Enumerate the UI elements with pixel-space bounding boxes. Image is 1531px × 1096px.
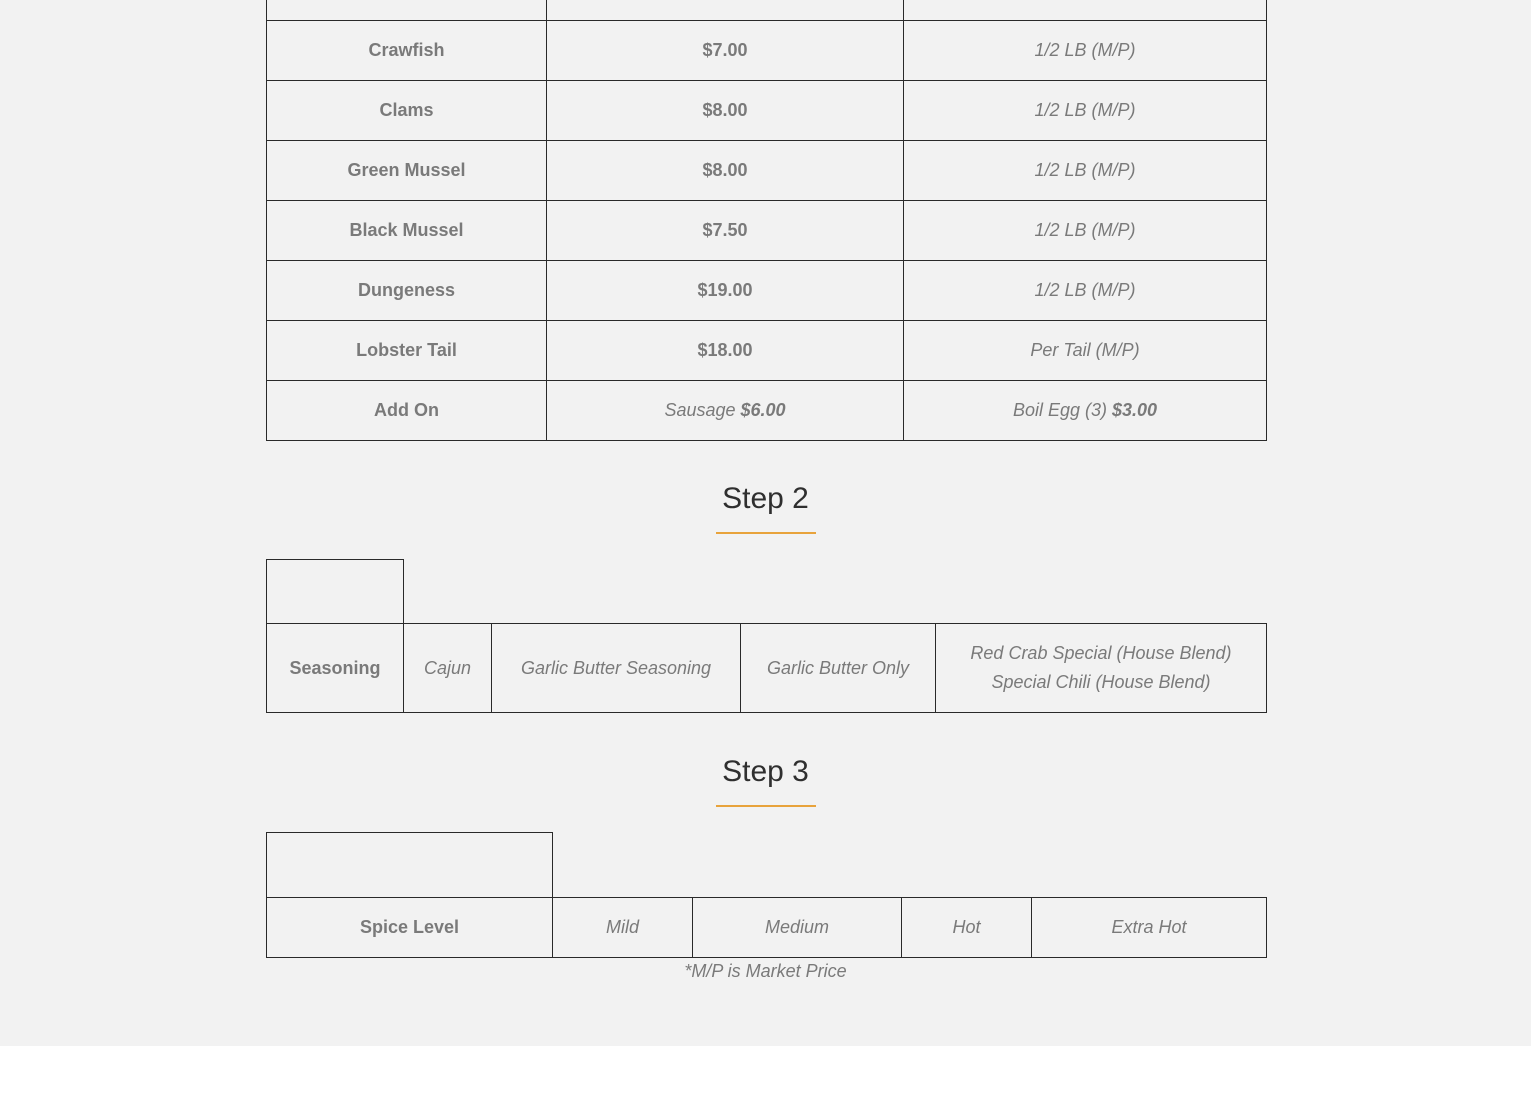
- step3-heading: Step 3: [722, 755, 809, 788]
- addon-sausage-name: Sausage: [664, 400, 736, 420]
- spice-option: Extra Hot: [1032, 898, 1267, 958]
- table-row: [267, 201, 1267, 261]
- table-row: [267, 261, 1267, 321]
- seasoning-table: [266, 559, 1267, 713]
- spice-option: Hot: [902, 898, 1032, 958]
- item-name: Black Mussel: [267, 201, 547, 261]
- item-price: $18.00: [547, 321, 904, 381]
- item-unit: 1/2 LB (M/P): [904, 141, 1267, 201]
- item-price: $8.00: [547, 81, 904, 141]
- table-row: [267, 141, 1267, 201]
- item-price: $8.00: [547, 141, 904, 201]
- table-row: [267, 321, 1267, 381]
- addon-egg: [904, 381, 1267, 441]
- item-unit: 1/2 LB (M/P): [904, 21, 1267, 81]
- blank-space: [404, 560, 1267, 624]
- item-unit: [904, 0, 1267, 21]
- spice-level-table: [266, 832, 1267, 958]
- table-row: [267, 0, 1267, 21]
- spice-label: Spice Level: [267, 898, 553, 958]
- item-price: $19.00: [547, 261, 904, 321]
- market-price-footnote: *M/P is Market Price: [684, 961, 847, 981]
- table-row: [267, 560, 1267, 624]
- spice-row: [267, 898, 1267, 958]
- item-price: [547, 0, 904, 21]
- step3-underline: [716, 805, 816, 807]
- table-row: [267, 81, 1267, 141]
- item-name: [267, 0, 547, 21]
- addon-egg-price: $3.00: [1112, 400, 1158, 420]
- seasoning-option: Cajun: [404, 624, 492, 713]
- seasoning-option: Garlic Butter Only: [741, 624, 936, 713]
- addon-sausage-price: $6.00: [740, 400, 786, 420]
- house-blend-cell: [936, 624, 1267, 713]
- table-row: [267, 21, 1267, 81]
- addon-egg-name: Boil Egg (3): [1012, 400, 1107, 420]
- seafood-price-table: [266, 0, 1267, 441]
- item-name: Lobster Tail: [267, 321, 547, 381]
- seasoning-row: [267, 624, 1267, 713]
- empty-cell: [267, 833, 553, 898]
- item-name: Crawfish: [267, 21, 547, 81]
- step2-heading: Step 2: [722, 482, 809, 515]
- seasoning-option: Garlic Butter Seasoning: [492, 624, 741, 713]
- empty-cell: [267, 560, 404, 624]
- item-name: Clams: [267, 81, 547, 141]
- item-unit: Per Tail (M/P): [904, 321, 1267, 381]
- seasoning-label: Seasoning: [267, 624, 404, 713]
- spice-option: Medium: [693, 898, 902, 958]
- addon-row: [267, 381, 1267, 441]
- house-blend-option: Red Crab Special (House Blend): [970, 643, 1232, 663]
- house-blend-option: Special Chili (House Blend): [991, 672, 1211, 692]
- table-row: [267, 833, 1267, 898]
- item-unit: 1/2 LB (M/P): [904, 201, 1267, 261]
- item-price: $7.50: [547, 201, 904, 261]
- item-unit: 1/2 LB (M/P): [904, 261, 1267, 321]
- addon-label: Add On: [267, 381, 547, 441]
- item-price: $7.00: [547, 21, 904, 81]
- item-unit: 1/2 LB (M/P): [904, 81, 1267, 141]
- blank-space: [553, 833, 1267, 898]
- spice-option: Mild: [553, 898, 693, 958]
- item-name: Dungeness: [267, 261, 547, 321]
- addon-sausage: [547, 381, 904, 441]
- step2-underline: [716, 532, 816, 534]
- item-name: Green Mussel: [267, 141, 547, 201]
